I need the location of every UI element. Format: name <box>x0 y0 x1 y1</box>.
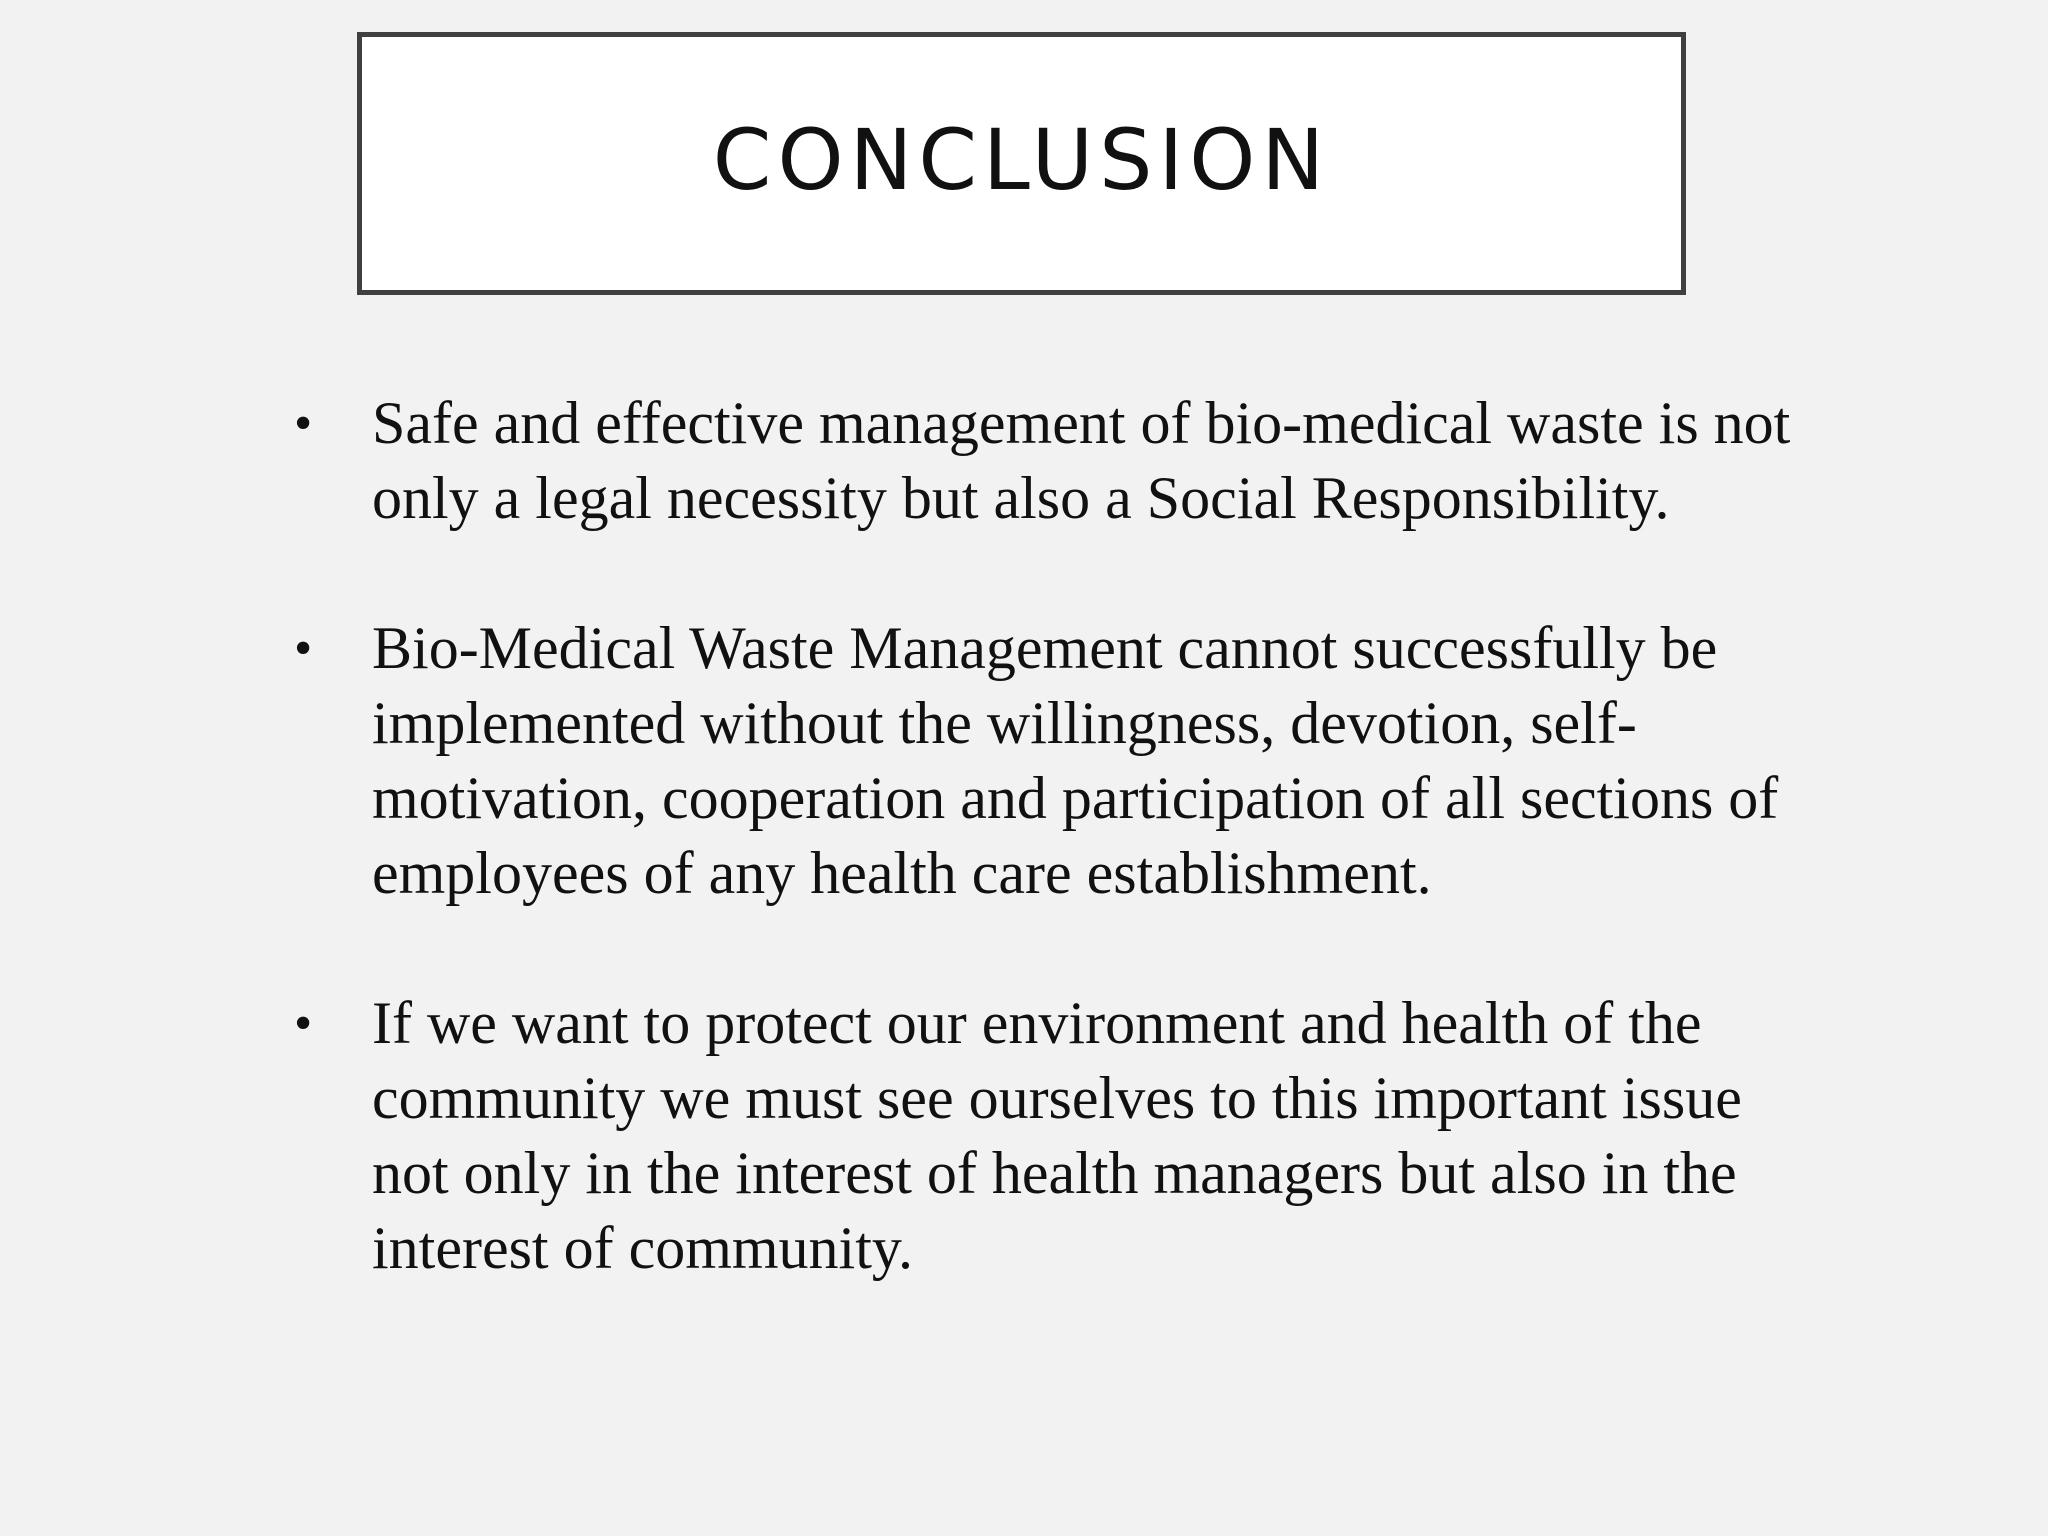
bullet-item <box>290 986 1810 1286</box>
bullet-text: Safe and effective management of bio-medical waste is not only a legal necessity but also a Social Responsibility. <box>372 390 1791 531</box>
bullet-list <box>290 386 1810 1361</box>
bullet-dot-icon: • <box>294 995 313 1052</box>
bullet-dot-icon: • <box>294 620 313 677</box>
bullet-dot-icon: • <box>294 395 313 452</box>
bullet-text: If we want to protect our environment and health of the community we must see ourselves to this important issue not only in the interest of health managers but also in the interest of community. <box>372 990 1742 1281</box>
slide-title: CONCLUSION <box>712 110 1331 209</box>
title-box <box>357 32 1686 295</box>
bullet-text: Bio-Medical Waste Management cannot successfully be implemented without the willingness, devotion, self-motivation, cooperation and participation of all sections of employees of any health care establishment. <box>372 615 1779 906</box>
bullet-item <box>290 386 1810 536</box>
bullet-item <box>290 611 1810 911</box>
